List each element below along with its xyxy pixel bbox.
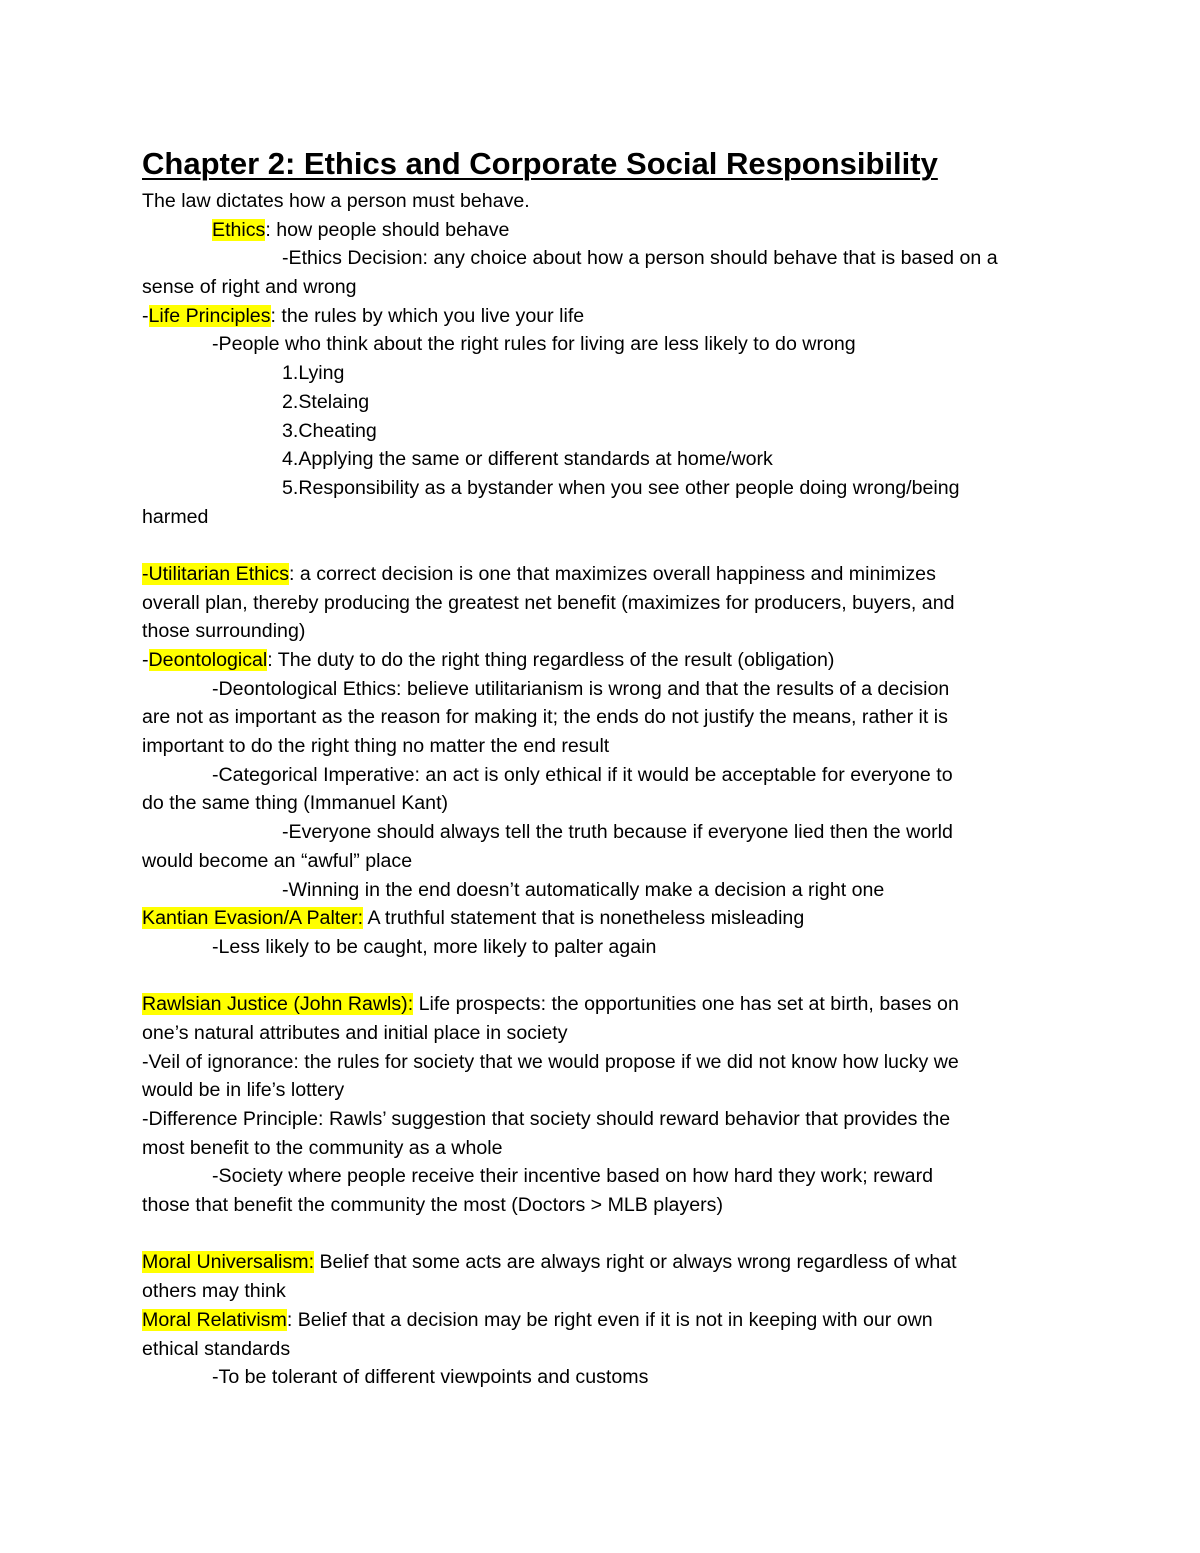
text-line (142, 904, 1072, 933)
text-line (142, 417, 1072, 446)
text-line (142, 302, 1072, 331)
text-line (142, 1248, 1072, 1277)
text-line (142, 589, 1072, 618)
text-line (142, 273, 1072, 302)
line-text: -Veil of ignorance: the rules for society that we would propose if we did not know how lucky we (142, 1050, 959, 1073)
text-line (142, 876, 1072, 905)
highlighted-term: Kantian Evasion/A Palter: (142, 907, 364, 930)
line-text: Life prospects: the opportunities one has set at birth, bases on (413, 993, 959, 1016)
line-text: -To be tolerant of different viewpoints and customs (212, 1366, 649, 1389)
text-line (142, 933, 1072, 962)
line-text: : the rules by which you live your life (270, 304, 585, 327)
blank-line (142, 1220, 1072, 1249)
line-text: -Categorical Imperative: an act is only ethical if it would be acceptable for everyone to (212, 763, 953, 786)
text-line (142, 1134, 1072, 1163)
text-line (142, 1076, 1072, 1105)
text-line (142, 1162, 1072, 1191)
text-line (142, 560, 1072, 589)
text-line (142, 789, 1072, 818)
line-text: do the same thing (Immanuel Kant) (142, 792, 449, 815)
line-text: : a correct decision is one that maximizes overall happiness and minimizes (289, 562, 936, 585)
text-line (142, 1019, 1072, 1048)
text-line (142, 359, 1072, 388)
line-text: sense of right and wrong (142, 276, 357, 299)
text-line (142, 445, 1072, 474)
text-line (142, 216, 1072, 245)
line-text: 3.Cheating (282, 419, 377, 442)
text-line (142, 732, 1072, 761)
highlighted-term: Moral Universalism: (142, 1251, 315, 1274)
text-line (142, 474, 1072, 503)
text-line (142, 1335, 1072, 1364)
line-text: -Everyone should always tell the truth because if everyone lied then the world (282, 821, 953, 844)
line-text: : how people should behave (265, 218, 510, 241)
line-text: those that benefit the community the most (Doctors > MLB players) (142, 1194, 723, 1217)
line-text: others may think (142, 1280, 286, 1303)
text-line (142, 503, 1072, 532)
line-text: 1.Lying (282, 362, 345, 385)
line-prefix: - (142, 649, 149, 671)
text-line (142, 330, 1072, 359)
text-line (142, 1277, 1072, 1306)
highlighted-term: -Utilitarian Ethics (142, 562, 289, 585)
line-text: The law dictates how a person must behave. (142, 190, 530, 212)
highlighted-term: Life Principles (148, 304, 271, 327)
line-text: 2.Stelaing (282, 390, 370, 413)
line-text: one’s natural attributes and initial place in society (142, 1021, 568, 1044)
highlighted-term: Rawlsian Justice (John Rawls): (142, 993, 414, 1016)
text-line (142, 244, 1072, 273)
text-line (142, 1363, 1072, 1392)
line-text: those surrounding) (142, 620, 306, 643)
highlighted-term: Deontological (148, 649, 268, 671)
line-text: -People who think about the right rules for living are less likely to do wrong (212, 333, 856, 356)
line-text: would become an “awful” place (142, 849, 413, 872)
text-line (142, 1191, 1072, 1220)
blank-line (142, 962, 1072, 991)
line-text: overall plan, thereby producing the greatest net benefit (maximizes for producers, buyers, and (142, 591, 955, 614)
line-prefix: - (142, 304, 149, 327)
text-line (142, 617, 1072, 646)
line-text: -Winning in the end doesn’t automatically make a decision a right one (282, 878, 885, 901)
line-text: -Less likely to be caught, more likely to palter again (212, 935, 657, 958)
text-line (142, 1105, 1072, 1134)
chapter-title: Chapter 2: Ethics and Corporate Social Responsibility (142, 146, 938, 181)
line-text: -Deontological Ethics: believe utilitarianism is wrong and that the results of a decision (212, 677, 950, 700)
text-line (142, 818, 1072, 847)
line-text: -Ethics Decision: any choice about how a person should behave that is based on a (282, 247, 998, 270)
text-line (142, 388, 1072, 417)
line-text: would be in life’s lottery (142, 1079, 345, 1102)
text-line (142, 703, 1072, 732)
line-text: are not as important as the reason for making it; the ends do not justify the means, rather it is (142, 706, 948, 729)
line-text: 4.Applying the same or different standards at home/work (282, 448, 773, 471)
text-line (142, 646, 1072, 675)
line-text: -Difference Principle: Rawls’ suggestion that society should reward behavior that provides the (142, 1108, 951, 1130)
line-text: harmed (142, 505, 209, 528)
line-text: important to do the right thing no matter the end result (142, 735, 610, 758)
highlighted-term: Moral Relativism (142, 1308, 287, 1331)
text-line (142, 847, 1072, 876)
document-body (142, 187, 1072, 1392)
text-line (142, 1306, 1072, 1335)
line-text: most benefit to the community as a whole (142, 1136, 503, 1159)
text-line (142, 675, 1072, 704)
line-text: 5.Responsibility as a bystander when you see other people doing wrong/being (282, 476, 960, 499)
text-line (142, 1048, 1072, 1077)
highlighted-term: Ethics (212, 218, 266, 241)
line-text: ethical standards (142, 1337, 291, 1360)
text-line (142, 187, 1072, 216)
text-line (142, 990, 1072, 1019)
line-text: A truthful statement that is nonetheless misleading (363, 907, 805, 930)
text-line (142, 761, 1072, 790)
blank-line (142, 531, 1072, 560)
line-text: Belief that some acts are always right or always wrong regardless of what (314, 1251, 957, 1274)
line-text: : Belief that a decision may be right even if it is not in keeping with our own (286, 1308, 933, 1331)
line-text: : The duty to do the right thing regardless of the result (obligation) (267, 649, 835, 671)
line-text: -Society where people receive their incentive based on how hard they work; reward (212, 1165, 933, 1188)
